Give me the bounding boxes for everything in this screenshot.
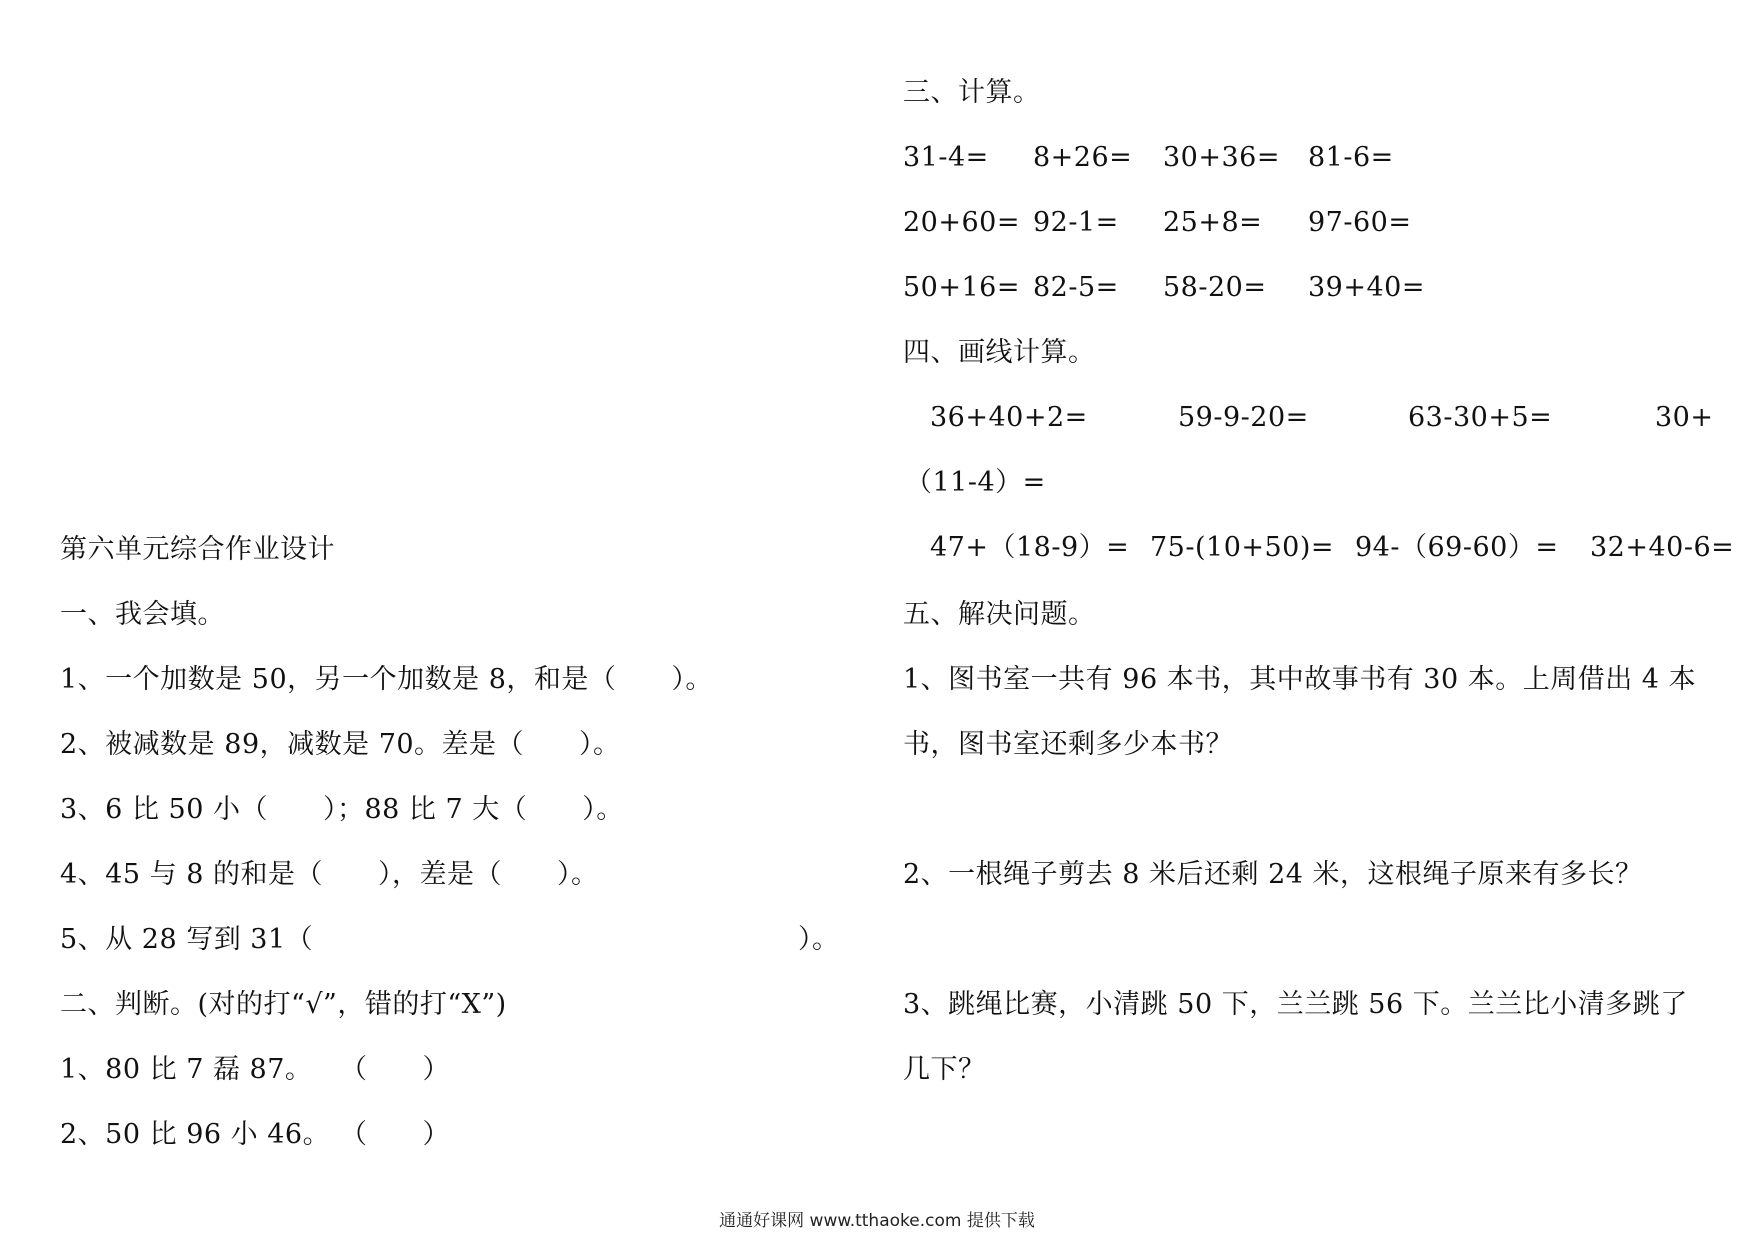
problem-3-line-1: 3、跳绳比赛，小清跳 50 下，兰兰跳 56 下。兰兰比小清多跳了 — [903, 989, 1688, 1020]
calc-r2-c4: 97-60= — [1308, 207, 1412, 238]
line-calc-5: 47+（18-9）= — [930, 532, 1130, 563]
calc-r3-c1: 50+16= — [903, 272, 1020, 303]
fill-item-5-close: ）。 — [798, 924, 840, 955]
section-4-heading: 四、画线计算。 — [903, 337, 1096, 368]
judge-item-1-mark: （ ） — [340, 1054, 450, 1085]
calc-r1-c2: 8+26= — [1033, 142, 1133, 173]
section-3-heading: 三、计算。 — [903, 77, 1041, 108]
line-calc-3: 63-30+5= — [1408, 402, 1553, 433]
judge-item-2: 2、50 比 96 小 46。 — [60, 1119, 331, 1150]
calc-r3-c3: 58-20= — [1163, 272, 1267, 303]
judge-item-2-mark: （ ） — [340, 1119, 450, 1150]
fill-item-4: 4、45 与 8 的和是（ ），差是（ ）。 — [60, 859, 599, 890]
line-calc-8: 32+40-6= — [1590, 532, 1735, 563]
fill-item-1: 1、一个加数是 50，另一个加数是 8，和是（ ）。 — [60, 664, 713, 695]
fill-item-2: 2、被减数是 89，减数是 70。差是（ ）。 — [60, 729, 621, 760]
problem-3-line-2: 几下？ — [903, 1054, 986, 1085]
problem-1-line-1: 1、图书室一共有 96 本书，其中故事书有 30 本。上周借出 4 本 — [903, 664, 1697, 695]
calc-r1-c1: 31-4= — [903, 142, 989, 173]
calc-r1-c3: 30+36= — [1163, 142, 1280, 173]
line-calc-6: 75-(10+50)= — [1150, 532, 1335, 563]
calc-r2-c2: 92-1= — [1033, 207, 1119, 238]
judge-item-1: 1、80 比 7 磊 87。 — [60, 1054, 313, 1085]
footer-source: 通通好课网 www.tthaoke.com 提供下载 — [719, 1211, 1035, 1231]
line-calc-2: 59-9-20= — [1178, 402, 1309, 433]
fill-item-3: 3、6 比 50 小（ ）；88 比 7 大（ ）。 — [60, 794, 624, 825]
calc-r3-c2: 82-5= — [1033, 272, 1119, 303]
line-calc-4-wrap: （11-4）= — [905, 467, 1046, 498]
calc-r2-c1: 20+60= — [903, 207, 1020, 238]
problem-2: 2、一根绳子剪去 8 米后还剩 24 米，这根绳子原来有多长？ — [903, 859, 1643, 890]
calc-r2-c3: 25+8= — [1163, 207, 1263, 238]
section-1-heading: 一、我会填。 — [60, 599, 225, 630]
calc-r3-c4: 39+40= — [1308, 272, 1425, 303]
section-2-heading: 二、判断。(对的打“√”，错的打“X”) — [60, 989, 507, 1020]
problem-1-line-2: 书，图书室还剩多少本书？ — [903, 729, 1233, 760]
line-calc-4-start: 30+ — [1655, 402, 1714, 433]
calc-r1-c4: 81-6= — [1308, 142, 1394, 173]
section-5-heading: 五、解决问题。 — [903, 599, 1096, 630]
line-calc-7: 94-（69-60）= — [1355, 532, 1559, 563]
fill-item-5: 5、从 28 写到 31（ — [60, 924, 314, 955]
line-calc-1: 36+40+2= — [930, 402, 1088, 433]
worksheet-title: 第六单元综合作业设计 — [60, 534, 335, 565]
